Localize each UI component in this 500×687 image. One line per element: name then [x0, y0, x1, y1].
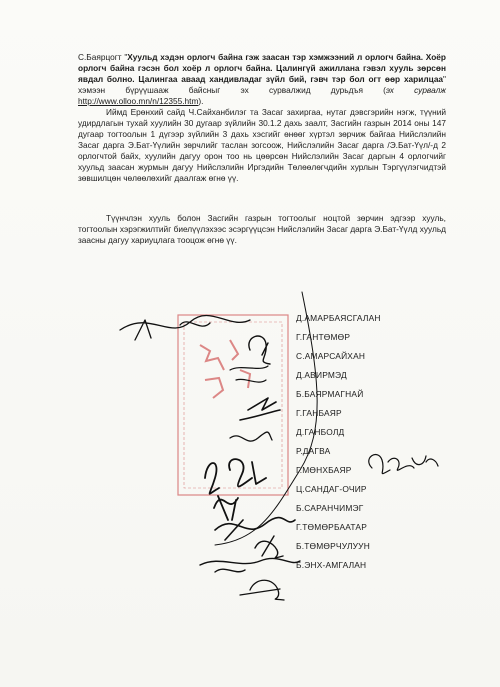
signatory-name: Д.АМАРБАЯСГАЛАН: [296, 313, 381, 323]
signatory-name: С.АМАРСАЙХАН: [296, 351, 366, 361]
signatory-name: Б.САРАНЧИМЭГ: [296, 503, 364, 513]
signatory-name: Г.ГАНБАЯР: [296, 408, 342, 418]
signatory-name: Г.МӨНХБАЯР: [296, 465, 352, 475]
signature-12: [240, 580, 284, 600]
red-stamp-mark: [178, 315, 288, 495]
paragraph-quote: [78, 52, 446, 107]
paragraph-conclusion: Түүнчлэн хууль болон Засгийн газрын тогтоолыг ноцтой зөрчин эдгээр хууль, тогтоолын хэрэгжилтийг биелүүлэхээс эсэргүүцсэн Нийслэлийн Засаг дарга Э.Бат-Үүлд хуульд заасны дагуу хариуцлага тооцож өгнө үү.: [78, 213, 446, 245]
source-link[interactable]: http://www.olloo.mn/n/12355.htm: [78, 96, 199, 106]
quote-after-bold: " хэмээн бүрүүшааж байсныг эх сурвалжид дурьдъя (: [78, 74, 446, 95]
signatory-name: Г.ТӨМӨРБААТАР: [296, 522, 367, 532]
signatory-name: Г.ГАНТӨМӨР: [296, 332, 351, 342]
quote-lead: С.Баярцогт ": [78, 52, 128, 62]
signatory-name: Б.ТӨМӨРЧУЛУУН: [296, 541, 370, 551]
signatory-list: [296, 313, 436, 579]
signature-10: [255, 536, 283, 558]
signatory-name: Д.ГАНБОЛД: [296, 427, 345, 437]
signature-4: [240, 398, 280, 420]
signature-3: [230, 366, 268, 382]
signatory-name: Д.АВИРМЭД: [296, 370, 347, 380]
paragraph-request: Иймд Ерөнхий сайд Ч.Сайханбилэг та Засаг захиргаа, нутаг дэвсгэрийн нэгж, түүний удирдлагын тухай хуулийн 30 дугаар зүйлийн 30.1.2 дахь заалт, Засгийн газрын 2014 оны 147 дугаар тогтоолын 1 дүгээр зүйлийн 3 дахь хэсгийг өнөөг хүртэл зөрчиж байгаа Нийслэлийн Засаг дарга Э.Бат-Үүлийн зөрчлийг таслан зогсоож, Нийслэлийн Засаг дарга /Э.Бат-Үүл/-д 2 орлогчтой байх, хуулийн дагуу орон тоо нь цөөрсөн Нийслэлийн Засаг даргын 4 орлогчийг хуульд заасан журмын дагуу Нийслэлийн Иргэдийн Төлөөлөгчдийн хурлын Тэргүүлэгчидтэй зөвшилцөн чөлөөлөхийг даалгаж өгнө үү.: [78, 107, 446, 183]
signatory-name: Ц.САНДАГ-ОЧИР: [296, 484, 367, 494]
signatory-name: Р.ДАГВА: [296, 446, 331, 456]
signature-1: [120, 315, 250, 340]
quote-close: ).: [198, 96, 204, 106]
signature-9: [215, 518, 295, 540]
signatory-name: Б.БАЯРМАГНАЙ: [296, 389, 364, 399]
quote-bold-text: Хуульд хэдэн орлогч байна гэж заасан тэр хэмжээний л орлогч байна. Хоёр орлогч байна гэсэн бол хоёр л орлогч байна. Цалингүй ажиллана гэвэл хууль зөрсөн явдал болно. Цалингаа аваад хандивладаг зүйл бий, гэвч тэр бол огт өөр харилцаа: [78, 52, 446, 84]
signatory-name: Б.ЭНХ-АМГАЛАН: [296, 560, 367, 570]
signature-2: [249, 336, 270, 364]
signature-6: [205, 459, 266, 494]
signature-5: [230, 432, 272, 441]
source-label: эх сурвалж: [385, 85, 446, 95]
signature-8: [214, 496, 238, 520]
signature-11: [200, 558, 300, 572]
